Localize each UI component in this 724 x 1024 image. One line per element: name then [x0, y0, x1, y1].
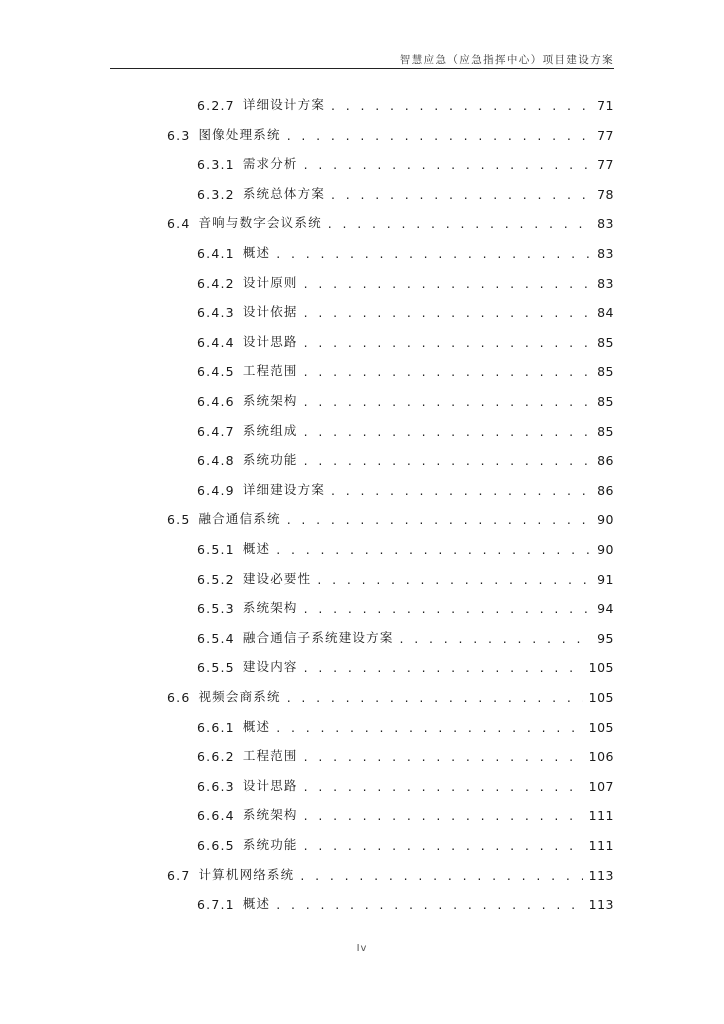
toc-dot-leader	[331, 187, 591, 202]
toc-entry[interactable]	[0, 683, 614, 705]
toc-entry-page: 77	[597, 157, 614, 173]
toc-entry-title: 设计思路	[242, 777, 298, 793]
toc-entry-number: 6.5.5	[197, 660, 235, 676]
toc-entry-page: 83	[597, 216, 614, 232]
toc-dot-leader	[304, 276, 591, 291]
toc-entry-title: 设计原则	[242, 274, 298, 290]
toc-entry-title: 设计依据	[242, 304, 298, 320]
toc-entry-number: 6.3.1	[197, 157, 235, 173]
toc-entry-number: 6.5.1	[197, 542, 235, 557]
toc-entry-page: 86	[597, 453, 614, 469]
toc-entry[interactable]	[0, 535, 614, 557]
toc-entry-number: 6.4.8	[197, 453, 235, 469]
toc-entry-title: 工程范围	[242, 363, 298, 379]
toc-entry[interactable]	[0, 505, 614, 527]
toc-entry-page: 111	[588, 838, 614, 853]
running-header-title: 智慧应急（应急指挥中心）项目建设方案	[399, 54, 614, 66]
toc-entry-title: 系统组成	[242, 422, 298, 438]
toc-entry-number: 6.7.1	[197, 897, 235, 913]
toc-entry[interactable]	[0, 269, 614, 291]
toc-entry-title: 融合通信系统	[198, 511, 281, 527]
toc-entry-number: 6.4.6	[197, 394, 235, 409]
page-number: Iv	[356, 943, 368, 954]
toc-entry[interactable]	[0, 150, 614, 172]
toc-entry[interactable]	[0, 298, 614, 320]
toc-dot-leader	[304, 808, 583, 823]
toc-entry-number: 6.3	[167, 127, 191, 143]
toc-entry[interactable]	[0, 890, 614, 912]
toc-entry-title: 计算机网络系统	[198, 866, 295, 882]
toc-entry-number: 6.7	[167, 867, 191, 883]
toc-entry-number: 6.4.1	[197, 246, 235, 261]
toc-entry-title: 系统功能	[242, 837, 298, 852]
toc-entry-number: 6.6.5	[197, 838, 235, 853]
toc-entry[interactable]	[0, 742, 614, 764]
toc-entry-title: 系统架构	[242, 393, 298, 408]
toc-entry-title: 建设必要性	[242, 570, 312, 586]
toc-entry-page: 83	[597, 275, 614, 291]
toc-entry-title: 详细建设方案	[242, 481, 326, 497]
toc-entry[interactable]	[0, 831, 614, 853]
toc-entry[interactable]	[0, 653, 614, 675]
toc-entry[interactable]	[0, 417, 614, 439]
toc-entry-page: 85	[597, 364, 614, 380]
toc-dot-leader	[331, 98, 591, 113]
toc-entry-page: 86	[597, 482, 614, 498]
toc-dot-leader	[276, 897, 582, 912]
header-divider	[110, 68, 614, 69]
toc-dot-leader	[317, 572, 591, 587]
toc-entry[interactable]	[0, 387, 614, 409]
toc-entry-page: 90	[597, 512, 614, 528]
toc-dot-leader	[304, 364, 591, 379]
toc-entry[interactable]	[0, 624, 614, 646]
toc-dot-leader	[304, 601, 591, 616]
toc-entry[interactable]	[0, 565, 614, 587]
toc-entry-title: 视频会商系统	[198, 689, 281, 704]
toc-entry-title: 工程范围	[242, 748, 298, 764]
toc-dot-leader	[328, 216, 591, 231]
toc-dot-leader	[304, 394, 591, 409]
toc-entry-title: 建设内容	[242, 659, 298, 675]
toc-entry-number: 6.6.3	[197, 778, 235, 794]
toc-entry-title: 概述	[242, 541, 271, 556]
toc-entry-number: 6.4.9	[197, 482, 235, 498]
toc-entry-page: 84	[597, 305, 614, 321]
toc-entry-page: 90	[597, 542, 614, 557]
toc-entry-page: 105	[588, 719, 614, 735]
toc-entry-page: 95	[597, 630, 614, 646]
toc-entry-page: 94	[597, 601, 614, 617]
toc-entry[interactable]	[0, 209, 614, 231]
toc-entry[interactable]	[0, 91, 614, 113]
toc-entry[interactable]	[0, 357, 614, 379]
toc-entry-page: 105	[588, 690, 614, 705]
toc-entry-page: 107	[588, 778, 614, 794]
toc-entry-number: 6.6.4	[197, 808, 235, 824]
toc-dot-leader	[331, 483, 591, 498]
toc-entry[interactable]	[0, 801, 614, 823]
toc-entry-title: 音响与数字会议系统	[198, 215, 322, 231]
toc-entry[interactable]	[0, 239, 614, 261]
toc-entry-title: 系统总体方案	[242, 185, 326, 201]
toc-entry-number: 6.5.4	[197, 630, 235, 646]
toc-entry[interactable]	[0, 594, 614, 616]
toc-dot-leader	[304, 335, 591, 350]
toc-entry-number: 6.4	[167, 216, 191, 232]
toc-entry-number: 6.4.7	[197, 423, 235, 439]
toc-entry-title: 概述	[242, 245, 271, 260]
toc-entry-title: 详细设计方案	[242, 97, 326, 112]
toc-dot-leader	[304, 749, 583, 764]
toc-entry-title: 系统架构	[242, 807, 298, 823]
toc-dot-leader	[304, 453, 591, 468]
toc-entry-number: 6.6.1	[197, 719, 235, 735]
toc-entry-page: 77	[597, 127, 614, 143]
toc-entry[interactable]	[0, 476, 614, 498]
toc-entry-title: 图像处理系统	[198, 126, 281, 142]
toc-entry-number: 6.4.2	[197, 275, 235, 291]
toc-dot-leader	[287, 128, 591, 143]
toc-dot-leader	[304, 660, 583, 675]
toc-dot-leader	[300, 868, 582, 883]
toc-entry-page: 85	[597, 423, 614, 439]
toc-entry-title: 设计思路	[242, 333, 298, 349]
toc-entry-title: 概述	[242, 896, 271, 912]
toc-entry-page: 113	[588, 867, 614, 883]
toc-entry-number: 6.6	[167, 690, 191, 705]
toc-entry-title: 需求分析	[242, 156, 298, 172]
toc-entry-title: 融合通信子系统建设方案	[242, 629, 394, 645]
toc-entry[interactable]	[0, 772, 614, 794]
toc-dot-leader	[276, 246, 591, 261]
toc-entry-title: 系统功能	[242, 452, 298, 468]
toc-entry-page: 78	[597, 186, 614, 202]
toc-entry-page: 106	[588, 749, 614, 765]
toc-dot-leader	[276, 542, 591, 557]
toc-entry-page: 71	[597, 98, 614, 113]
toc-dot-leader	[400, 631, 592, 646]
toc-entry[interactable]	[0, 328, 614, 350]
toc-entry-title: 概述	[242, 718, 271, 734]
toc-entry-page: 85	[597, 334, 614, 350]
toc-entry-number: 6.3.2	[197, 186, 235, 202]
toc-dot-leader	[304, 838, 583, 853]
toc-dot-leader	[304, 157, 591, 172]
toc-entry-number: 6.5.3	[197, 601, 235, 617]
toc-entry-page: 113	[588, 897, 614, 913]
toc-entry-number: 6.5	[167, 512, 191, 528]
toc-entry-title: 系统架构	[242, 600, 298, 616]
toc-entry[interactable]	[0, 713, 614, 735]
toc-entry-number: 6.5.2	[197, 571, 235, 587]
toc-dot-leader	[304, 779, 583, 794]
toc-entry[interactable]	[0, 446, 614, 468]
toc-entry-page: 105	[588, 660, 614, 676]
toc-entry-page: 85	[597, 394, 614, 409]
toc-entry[interactable]	[0, 121, 614, 143]
toc-entry-page: 91	[597, 571, 614, 587]
toc-entry-number: 6.4.4	[197, 334, 235, 350]
toc-dot-leader	[287, 690, 583, 705]
toc-entry[interactable]	[0, 861, 614, 883]
toc-entry-page: 111	[588, 808, 614, 824]
toc-dot-leader	[304, 305, 591, 320]
toc-dot-leader	[304, 424, 591, 439]
toc-dot-leader	[287, 512, 591, 527]
toc-dot-leader	[276, 720, 582, 735]
toc-entry-number: 6.2.7	[197, 98, 235, 113]
toc-entry-number: 6.4.3	[197, 305, 235, 321]
toc-entry-number: 6.6.2	[197, 749, 235, 765]
toc-entry[interactable]	[0, 180, 614, 202]
toc-entry-page: 83	[597, 246, 614, 261]
toc-entry-number: 6.4.5	[197, 364, 235, 380]
